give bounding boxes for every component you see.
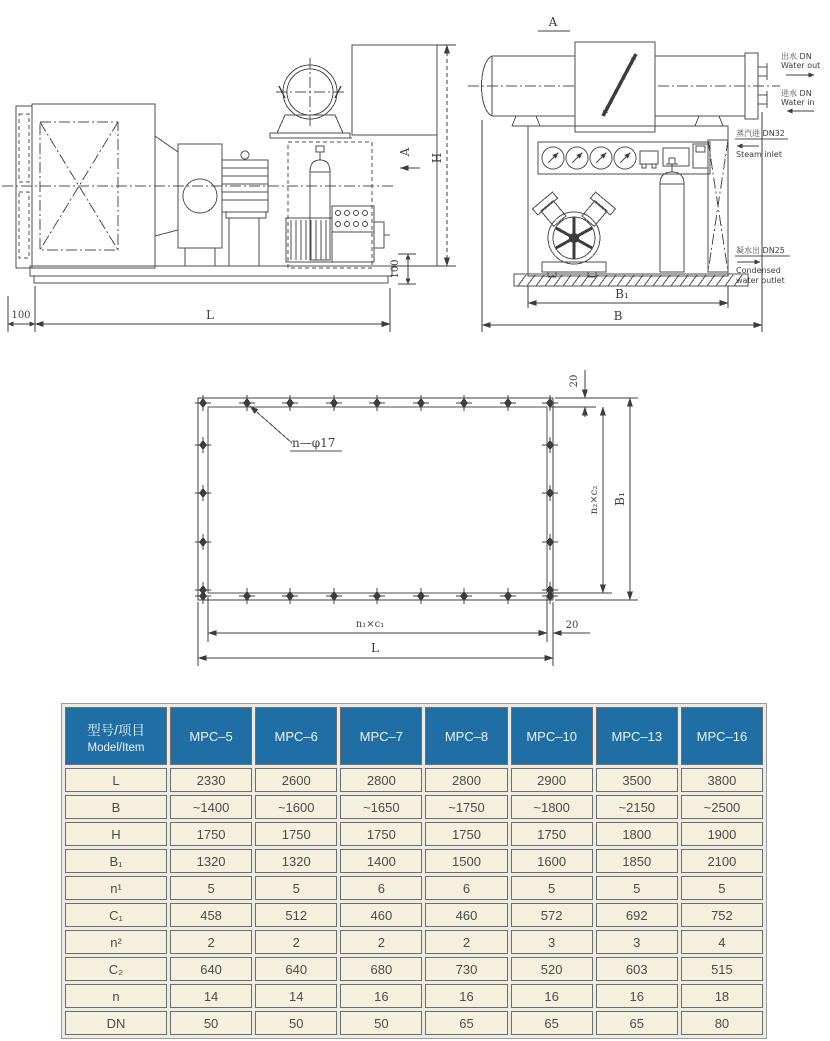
dim-label-b1: B₁ — [615, 287, 629, 301]
table-cell: 50 — [170, 1011, 252, 1035]
table-cell: 3 — [511, 930, 593, 954]
receiver-bottle-front — [660, 158, 684, 272]
table-header-col: MPC–5 — [170, 707, 252, 765]
header-model-en: Model/Item — [87, 741, 145, 754]
suction-pipe — [270, 58, 350, 138]
table-cell: 572 — [511, 903, 593, 927]
table-cell: 3800 — [681, 768, 763, 792]
table-cell: 6 — [425, 876, 507, 900]
table-cell: 458 — [170, 903, 252, 927]
skid-base — [30, 266, 392, 283]
table-row — [65, 849, 763, 873]
table-cell: 65 — [511, 1011, 593, 1035]
table-cell: 65 — [596, 1011, 678, 1035]
steam-inlet-label-en: Steam inlet — [736, 150, 782, 159]
table-cell: 2600 — [255, 768, 337, 792]
table-header-row — [65, 707, 763, 765]
dim-label-100-right: 100 — [390, 259, 401, 279]
dim-label-b: B — [613, 309, 623, 323]
table-cell: 5 — [596, 876, 678, 900]
table-cell: 1600 — [511, 849, 593, 873]
dim-label-20-bottom: 20 — [565, 620, 579, 631]
row-label: C₁ — [65, 903, 167, 927]
table-cell: 2330 — [170, 768, 252, 792]
dim-label-b1-plan: B₁ — [613, 492, 627, 506]
table-cell: 5 — [255, 876, 337, 900]
steam-inlet-label-cn: 蒸汽进 DN32 — [736, 129, 785, 138]
table-cell: 1320 — [170, 849, 252, 873]
table-cell: 80 — [681, 1011, 763, 1035]
table-header-col: MPC–6 — [255, 707, 337, 765]
hole-callout-label: n—φ17 — [292, 436, 336, 450]
table-cell: 2800 — [340, 768, 422, 792]
table-cell: 50 — [255, 1011, 337, 1035]
table-cell: ~1800 — [511, 795, 593, 819]
plan-dimensions — [198, 370, 638, 666]
water-out-label-cn: 出水 DN — [781, 52, 812, 61]
table-cell: 692 — [596, 903, 678, 927]
dim-label-n2c2: n₂×c₂ — [589, 485, 600, 515]
dim-label-l: L — [206, 308, 214, 322]
end-view — [468, 15, 820, 332]
table-cell: 1750 — [170, 822, 252, 846]
header-model-cn: 型号/项目 — [87, 722, 145, 738]
row-label: C₂ — [65, 957, 167, 981]
air-inlet-louver — [16, 106, 32, 268]
condensed-out-label-en1: Condensed — [736, 266, 781, 275]
gauge-icon — [566, 147, 588, 169]
compressor-side — [286, 206, 390, 262]
table-row — [65, 1011, 763, 1035]
table-cell: ~1600 — [255, 795, 337, 819]
table-row — [65, 876, 763, 900]
table-cell: 460 — [340, 903, 422, 927]
water-in-label-cn: 进水 DN — [781, 89, 812, 98]
table-cell: 5 — [681, 876, 763, 900]
table-cell: 5 — [511, 876, 593, 900]
installation-drawing — [0, 0, 830, 348]
gauge-panel — [538, 142, 710, 174]
table-cell: 2 — [255, 930, 337, 954]
dim-label-100-left: 100 — [11, 310, 31, 321]
table-cell: 640 — [170, 957, 252, 981]
table-cell: 5 — [170, 876, 252, 900]
table-header-col: MPC–13 — [596, 707, 678, 765]
table-row — [65, 903, 763, 927]
table-cell: 1750 — [511, 822, 593, 846]
row-label: n² — [65, 930, 167, 954]
table-cell: ~1650 — [340, 795, 422, 819]
table-cell: 16 — [340, 984, 422, 1008]
condensed-out-label-cn: 凝水出 DN25 — [736, 246, 785, 255]
table-cell: 16 — [511, 984, 593, 1008]
view-a-label: A — [548, 15, 558, 29]
water-in-label-en: Water in — [781, 98, 815, 107]
row-label: n — [65, 984, 167, 1008]
table-cell: ~2500 — [681, 795, 763, 819]
table-cell: 65 — [425, 1011, 507, 1035]
dim-label-a-side: A — [398, 147, 412, 157]
motor — [222, 151, 268, 266]
table-header-col: MPC–7 — [340, 707, 422, 765]
condensed-out-label-en2: water outlet — [736, 276, 785, 285]
dim-label-l-plan: L — [371, 641, 379, 655]
table-cell: 14 — [170, 984, 252, 1008]
table-header-model — [65, 707, 167, 765]
control-device — [640, 151, 658, 168]
gauge-icon — [590, 147, 612, 169]
table-cell: 1850 — [596, 849, 678, 873]
table-row — [65, 795, 763, 819]
dim-label-20-top: 20 — [569, 374, 580, 388]
table-cell: 1750 — [255, 822, 337, 846]
table-cell: 460 — [425, 903, 507, 927]
row-label: B₁ — [65, 849, 167, 873]
row-label: n¹ — [65, 876, 167, 900]
table-cell: 1800 — [596, 822, 678, 846]
table-cell: 515 — [681, 957, 763, 981]
table-header-col: MPC–8 — [425, 707, 507, 765]
table-cell: 3 — [596, 930, 678, 954]
gauge-icon — [542, 147, 564, 169]
table-cell: ~2150 — [596, 795, 678, 819]
control-device — [693, 144, 708, 168]
table-cell: 1750 — [340, 822, 422, 846]
table-cell: 2 — [340, 930, 422, 954]
row-label: L — [65, 768, 167, 792]
table-cell: 2 — [425, 930, 507, 954]
table-cell: 1320 — [255, 849, 337, 873]
table-cell: 1750 — [425, 822, 507, 846]
spec-table — [61, 703, 767, 1039]
table-row — [65, 768, 763, 792]
table-cell: ~1400 — [170, 795, 252, 819]
compressor-front — [533, 192, 616, 277]
dim-label-n1c1: n₁×c₁ — [355, 619, 385, 630]
table-cell: 3500 — [596, 768, 678, 792]
table-cell: ~1750 — [425, 795, 507, 819]
mounting-frame — [198, 398, 553, 600]
table-cell: 16 — [425, 984, 507, 1008]
table-cell: 680 — [340, 957, 422, 981]
hole-callout — [250, 406, 342, 451]
row-label: B — [65, 795, 167, 819]
table-cell: 603 — [596, 957, 678, 981]
row-label: DN — [65, 1011, 167, 1035]
table-header-col: MPC–10 — [511, 707, 593, 765]
table-cell: 1500 — [425, 849, 507, 873]
fan-housing — [178, 144, 222, 266]
table-cell: 640 — [255, 957, 337, 981]
table-cell: 730 — [425, 957, 507, 981]
table-cell: 2100 — [681, 849, 763, 873]
table-cell: 520 — [511, 957, 593, 981]
table-cell: 1400 — [340, 849, 422, 873]
side-view — [2, 45, 456, 332]
table-row — [65, 822, 763, 846]
control-device — [663, 148, 689, 166]
table-cell: 50 — [340, 1011, 422, 1035]
table-header-col: MPC–16 — [681, 707, 763, 765]
table-row — [65, 984, 763, 1008]
dim-label-h: H — [430, 152, 444, 164]
table-cell: 2800 — [425, 768, 507, 792]
belt-guard — [575, 42, 655, 132]
water-out-label-en: Water out — [781, 61, 821, 70]
foundation-plan-drawing — [0, 348, 830, 704]
table-cell: 18 — [681, 984, 763, 1008]
table-cell: 1900 — [681, 822, 763, 846]
table-cell: 4 — [681, 930, 763, 954]
table-cell: 16 — [596, 984, 678, 1008]
table-row — [65, 930, 763, 954]
brace-column — [708, 140, 728, 272]
table-row — [65, 957, 763, 981]
table-cell: 752 — [681, 903, 763, 927]
table-cell: 2900 — [511, 768, 593, 792]
table-cell: 6 — [340, 876, 422, 900]
gauge-icon — [614, 147, 636, 169]
table-cell: 14 — [255, 984, 337, 1008]
bolt-holes — [195, 395, 558, 604]
receiver-bottle-side — [310, 146, 330, 260]
side-view-dimensions — [8, 45, 456, 332]
table-cell: 512 — [255, 903, 337, 927]
row-label: H — [65, 822, 167, 846]
table-cell: 2 — [170, 930, 252, 954]
